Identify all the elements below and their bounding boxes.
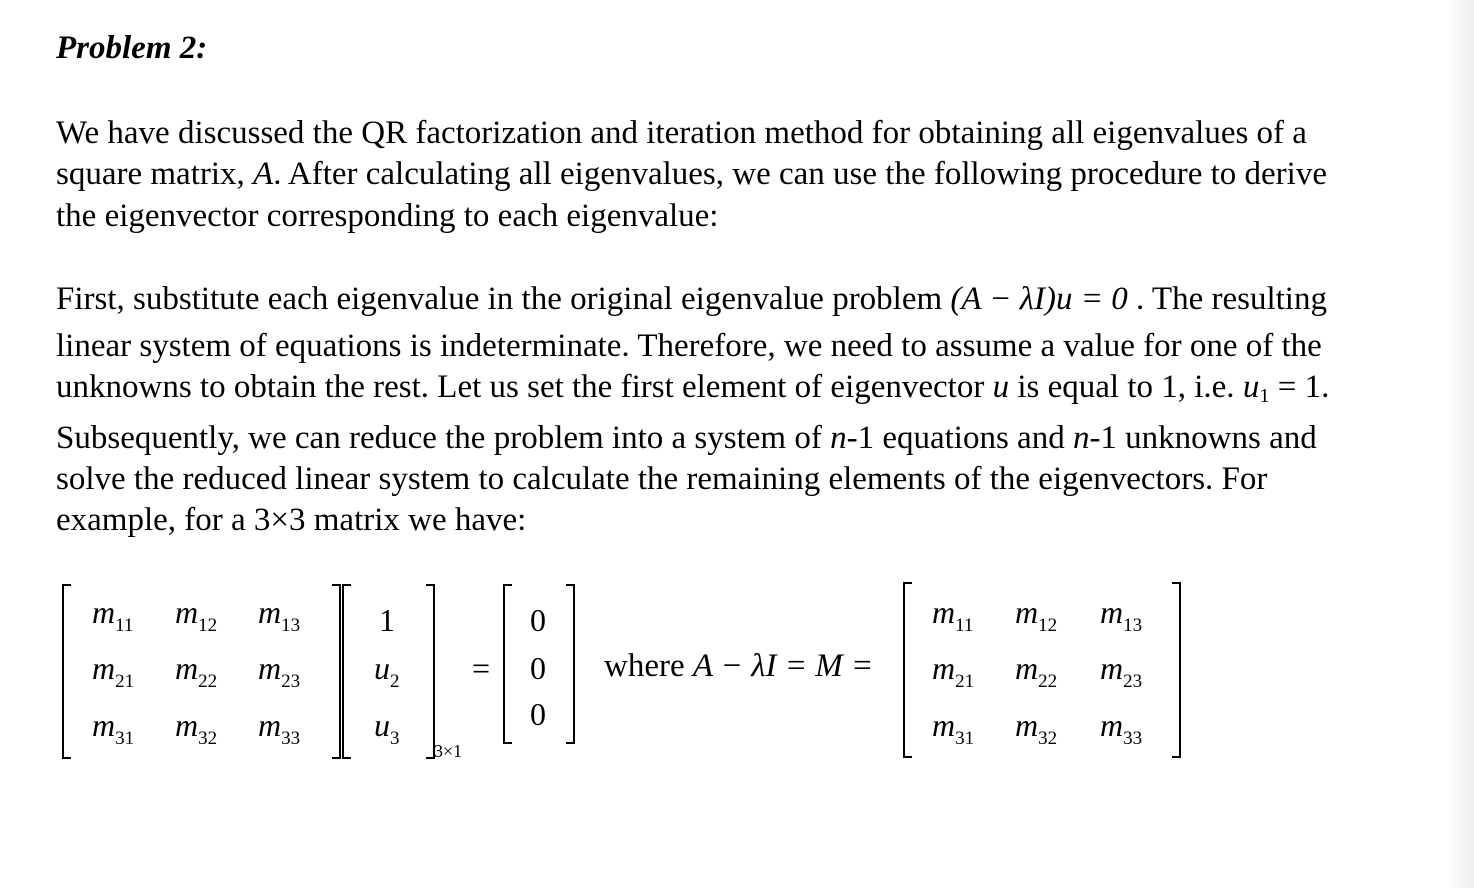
matrix-var: m — [92, 650, 116, 686]
subscript: 13 — [1123, 615, 1143, 636]
matrix-var: m — [1015, 707, 1039, 743]
matrix-entry-m23 — [258, 652, 300, 698]
matrix-entry-m31 — [92, 709, 134, 755]
var-n: n — [1072, 419, 1090, 456]
matrix-entry-m11 — [92, 596, 133, 642]
matrix-var: m — [932, 650, 956, 686]
vector-var: u — [374, 650, 390, 686]
m-matrix-entry-m13 — [1100, 596, 1142, 642]
subscript: 22 — [1038, 671, 1058, 692]
text-line: the eigenvector corresponding to each eigenvalue: — [56, 197, 719, 234]
matrix-var: m — [175, 650, 199, 686]
var-n: n — [830, 419, 847, 456]
text-span: square matrix, — [56, 156, 254, 193]
bracket-right — [566, 584, 575, 744]
subscript: 32 — [1038, 728, 1058, 749]
text-span: = 1. — [1269, 369, 1330, 406]
bracket-left — [62, 584, 71, 759]
subscript: 12 — [198, 615, 218, 636]
text-span: unknowns to obtain the rest. Let us set the first element of eigenvector — [56, 369, 993, 406]
matrix-entry-m21 — [92, 652, 134, 698]
problem-title: Problem 2: — [56, 30, 208, 66]
subscript: 23 — [281, 671, 301, 692]
matrix-var: m — [258, 707, 282, 743]
where-word: where — [604, 648, 693, 684]
subscript: 12 — [1038, 615, 1058, 636]
vector-var: u — [374, 707, 390, 743]
where-expression: A − λI = M = — [692, 648, 874, 684]
subscript: 33 — [281, 728, 301, 749]
bracket-left — [342, 584, 351, 759]
vector-entry-u1: 1 — [379, 602, 395, 638]
var-u1: u — [1242, 369, 1260, 406]
m-matrix-entry-m12 — [1015, 596, 1057, 642]
zero-entry: 0 — [530, 602, 546, 638]
text-line: We have discussed the QR factorization and iteration method for obtaining all eigenvalues of a — [56, 115, 1307, 151]
subscript: 11 — [115, 615, 134, 636]
m-matrix-entry-m23 — [1100, 652, 1142, 698]
m-matrix-entry-m33 — [1100, 709, 1142, 755]
matrix-entry-m13 — [258, 596, 300, 642]
var-u: u — [992, 369, 1010, 406]
subscript: 22 — [198, 671, 218, 692]
subscript: 1 — [1259, 385, 1270, 408]
subscript: 3 — [390, 728, 400, 749]
subscript: 21 — [955, 671, 975, 692]
matrix-var: m — [1015, 594, 1039, 630]
subscript: 21 — [115, 671, 135, 692]
var-A: A — [253, 156, 274, 193]
matrix-var: m — [1015, 650, 1039, 686]
where-clause — [604, 649, 873, 683]
eigen-equation: (A − λI)u = 0 — [950, 281, 1128, 317]
matrix-var: m — [92, 594, 116, 630]
bracket-left — [903, 582, 912, 758]
subscript: 23 — [1123, 671, 1143, 692]
matrix-var: m — [258, 594, 282, 630]
m-matrix-entry-m32 — [1015, 709, 1057, 755]
zero-entry: 0 — [530, 650, 546, 686]
matrix-entry-m32 — [175, 709, 217, 755]
text-line: example, for a 3×3 matrix we have: — [56, 502, 527, 539]
text-span: First, substitute each eigenvalue in the original eigenvalue problem — [56, 281, 951, 317]
text-span: . After calculating all eigenvalues, we can use the following procedure to derive — [273, 156, 1327, 193]
matrix-var: m — [1100, 594, 1124, 630]
matrix-entry-m22 — [175, 652, 217, 698]
text-span: is equal to 1, i.e. — [1009, 369, 1243, 406]
bracket-right — [1172, 582, 1181, 758]
matrix-var: m — [1100, 650, 1124, 686]
zero-entry: 0 — [530, 696, 546, 732]
bracket-right — [332, 584, 341, 759]
matrix-var: m — [175, 707, 199, 743]
vector-dimension: 3×1 — [434, 741, 463, 761]
bracket-right — [426, 584, 435, 759]
m-matrix-entry-m21 — [932, 652, 974, 698]
text-span: Subsequently, we can reduce the problem into a system of — [56, 419, 831, 456]
text-span: . The resulting — [1127, 281, 1327, 317]
matrix-var: m — [1100, 707, 1124, 743]
m-matrix-entry-m22 — [1015, 652, 1057, 698]
text-span: -1 unknowns and — [1089, 419, 1317, 456]
matrix-var: m — [258, 650, 282, 686]
matrix-var: m — [92, 707, 116, 743]
subscript: 32 — [198, 728, 218, 749]
subscript: 31 — [115, 728, 135, 749]
matrix-entry-m12 — [175, 596, 217, 642]
subscript: 33 — [1123, 728, 1143, 749]
matrix-entry-m33 — [258, 709, 300, 755]
text-line: solve the reduced linear system to calculate the remaining elements of the eigenvectors. For — [56, 461, 1268, 497]
subscript: 11 — [955, 615, 974, 636]
m-matrix-entry-m31 — [932, 709, 974, 755]
bracket-left — [503, 584, 512, 744]
matrix-var: m — [932, 707, 956, 743]
subscript: 2 — [390, 671, 400, 692]
subscript: 13 — [281, 615, 301, 636]
text-span: -1 equations and — [846, 419, 1073, 456]
text-line: linear system of equations is indeterminate. Therefore, we need to assume a value for one of the — [56, 328, 1322, 364]
matrix-var: m — [932, 594, 956, 630]
vector-entry-u3 — [374, 709, 400, 755]
equals-sign: = — [472, 650, 491, 686]
vector-entry-u2 — [374, 652, 400, 698]
subscript: 31 — [955, 728, 975, 749]
matrix-var: m — [175, 594, 199, 630]
m-matrix-entry-m11 — [932, 596, 973, 642]
